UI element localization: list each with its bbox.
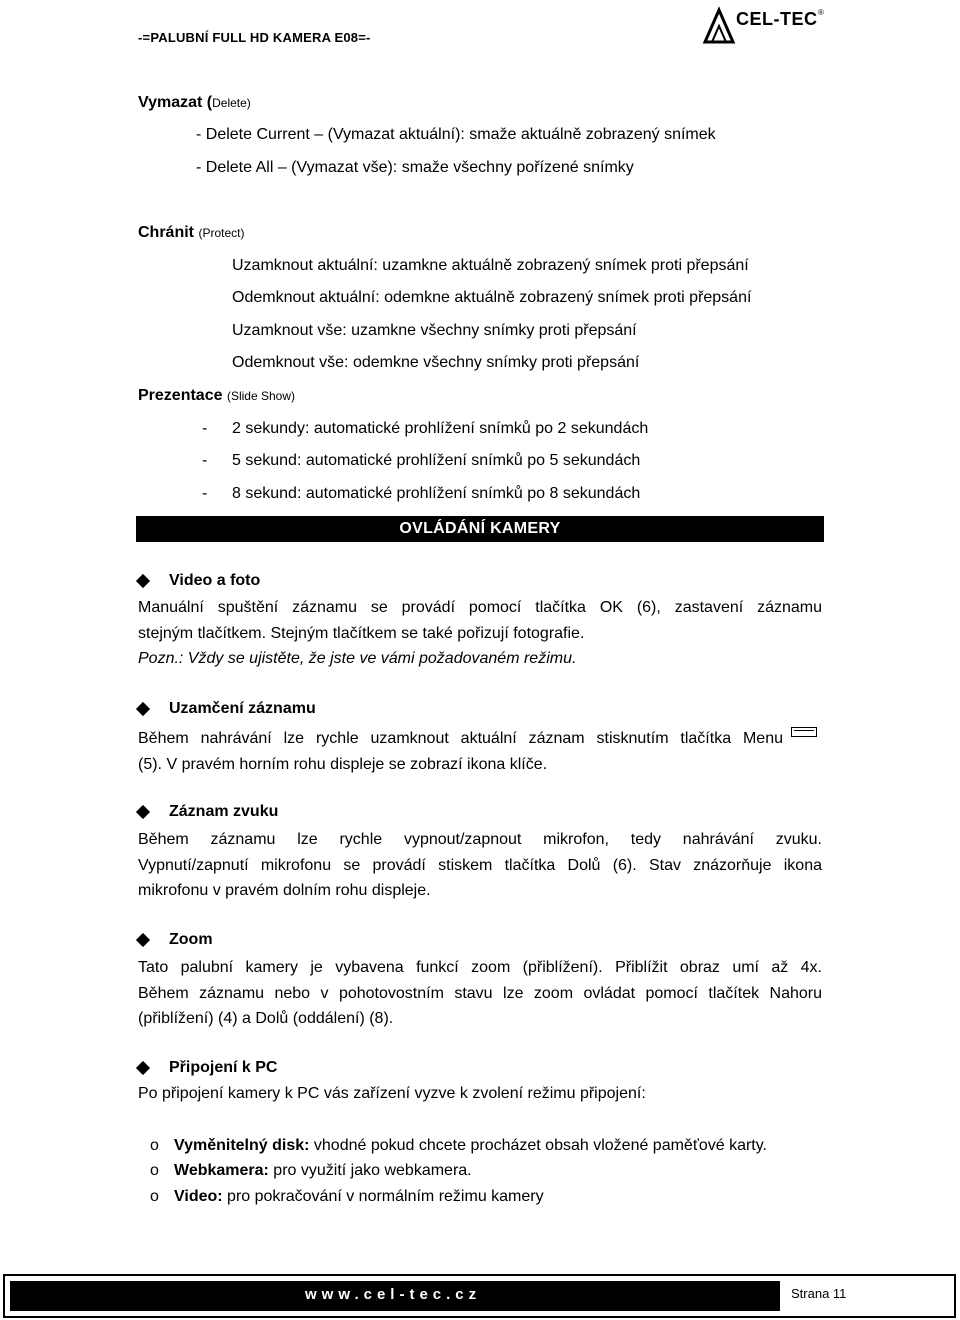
video-note: Pozn.: Vždy se ujistěte, že jste ve vámi požadovaném režimu.: [138, 650, 577, 668]
protect-title-small: (Protect): [198, 226, 245, 240]
diamond-bullet-icon: [136, 1061, 150, 1075]
slideshow-dash: -: [202, 485, 208, 502]
option-bullet: o: [150, 1162, 159, 1179]
menu-button-icon: [791, 727, 817, 737]
diamond-bullet-icon: [136, 805, 150, 819]
audio-section-heading: [138, 803, 438, 823]
slideshow-dash: -: [202, 420, 208, 437]
pc-section-heading: [138, 1059, 438, 1079]
lock-title: Uzamčení záznamu: [169, 700, 316, 717]
option-label: Vyměnitelný disk:: [174, 1137, 310, 1154]
slideshow-title-small: (Slide Show): [226, 389, 295, 403]
cel-tec-logo: [702, 2, 832, 46]
diamond-bullet-icon: [136, 574, 150, 588]
zoom-title: Zoom: [169, 931, 213, 948]
protect-item: Odemknout aktuální: odemkne aktuálně zobrazený snímek proti přepsání: [232, 289, 752, 306]
video-line: Manuální spuštění záznamu se provádí pomocí tlačítka OK (6), zastavení záznamu: [138, 599, 822, 616]
zoom-line: Během záznamu nebo v pohotovostním stavu lze zoom ovládat pomocí tlačítek Nahoru: [138, 984, 822, 1002]
delete-item: - Delete Current – (Vymazat aktuální): smaže aktuálně zobrazený snímek: [196, 126, 716, 143]
slideshow-item: 8 sekund: automatické prohlížení snímků po 8 sekundách: [232, 485, 641, 502]
option-text: vhodné pokud chcete procházet obsah vložené paměťové karty.: [309, 1137, 767, 1154]
footer-page-number: Strana 11: [791, 1286, 847, 1301]
pc-option-webcam: [174, 1162, 472, 1180]
audio-line: mikrofonu v pravém dolním rohu displeje.: [138, 882, 431, 900]
protect-item: Uzamknout aktuální: uzamkne aktuálně zobrazený snímek proti přepsání: [232, 257, 749, 274]
slideshow-item: 5 sekund: automatické prohlížení snímků po 5 sekundách: [232, 452, 641, 469]
logo-registered-mark: ®: [818, 8, 824, 17]
section-bar-camera-control: OVLÁDÁNÍ KAMERY: [136, 516, 824, 542]
video-paragraph: [138, 595, 822, 672]
zoom-line: Tato palubní kamery je vybavena funkcí zoom (přiblížení). Přiblížit obraz umí až 4x.: [138, 959, 822, 976]
protect-item: Odemknout vše: odemkne všechny snímky proti přepsání: [232, 354, 640, 371]
delete-title: Vymazat (: [138, 94, 213, 111]
option-bullet: o: [150, 1188, 159, 1205]
lock-paragraph-2: [138, 752, 822, 778]
pc-option-video: [174, 1188, 544, 1206]
zoom-section-heading: [138, 931, 438, 951]
video-section-heading: [138, 572, 438, 592]
logo-emblem-icon: [702, 2, 736, 46]
pc-intro: Po připojení kamery k PC vás zařízení vyzve k zvolení režimu připojení:: [138, 1085, 646, 1102]
logo-text: CEL-TEC: [736, 9, 818, 29]
audio-line: Vypnutí/zapnutí mikrofonu se provádí stiskem tlačítka Dolů (6). Stav znázorňuje ikona: [138, 856, 822, 874]
option-text: pro pokračování v normálním režimu kamery: [222, 1188, 544, 1205]
protect-title: Chránit: [138, 224, 194, 241]
diamond-bullet-icon: [136, 702, 150, 716]
slideshow-title: Prezentace: [138, 387, 223, 404]
audio-paragraph: [138, 827, 822, 904]
option-bullet: o: [150, 1137, 159, 1154]
section-delete-heading: [138, 94, 251, 112]
zoom-line: (přiblížení) (4) a Dolů (oddálení) (8).: [138, 1010, 394, 1028]
video-line: stejným tlačítkem. Stejným tlačítkem se také pořizují fotografie.: [138, 624, 585, 642]
audio-title: Záznam zvuku: [169, 803, 279, 820]
slideshow-dash: -: [202, 452, 208, 469]
slideshow-item: 2 sekundy: automatické prohlížení snímků po 2 sekundách: [232, 420, 649, 437]
lock-line: (5). V pravém horním rohu displeje se zobrazí ikona klíče.: [138, 756, 548, 773]
pc-option-removable-disk: [174, 1137, 767, 1155]
footer-website-link[interactable]: www.cel-tec.cz: [305, 1286, 482, 1303]
lock-paragraph: [138, 726, 783, 752]
audio-line: Během záznamu lze rychle vypnout/zapnout mikrofon, tedy nahrávání zvuku.: [138, 831, 822, 848]
video-title: Video a foto: [169, 572, 261, 589]
delete-item: - Delete All – (Vymazat vše): smaže všechny pořízené snímky: [196, 159, 634, 176]
option-text: pro využití jako webkamera.: [268, 1162, 472, 1179]
document-header-title: -=PALUBNÍ FULL HD KAMERA E08=-: [138, 30, 371, 45]
delete-title-small: Delete): [212, 96, 251, 110]
option-label: Video:: [174, 1188, 223, 1205]
section-protect-heading: [138, 224, 244, 242]
pc-title: Připojení k PC: [169, 1059, 278, 1076]
option-label: Webkamera:: [174, 1162, 269, 1179]
protect-item: Uzamknout vše: uzamkne všechny snímky proti přepsání: [232, 322, 637, 339]
lock-section-heading: [138, 700, 438, 720]
diamond-bullet-icon: [136, 933, 150, 947]
lock-line: Během nahrávání lze rychle uzamknout aktuální záznam stisknutím tlačítka Menu: [138, 730, 783, 747]
zoom-paragraph: [138, 955, 822, 1032]
section-slideshow-heading: [138, 387, 295, 405]
